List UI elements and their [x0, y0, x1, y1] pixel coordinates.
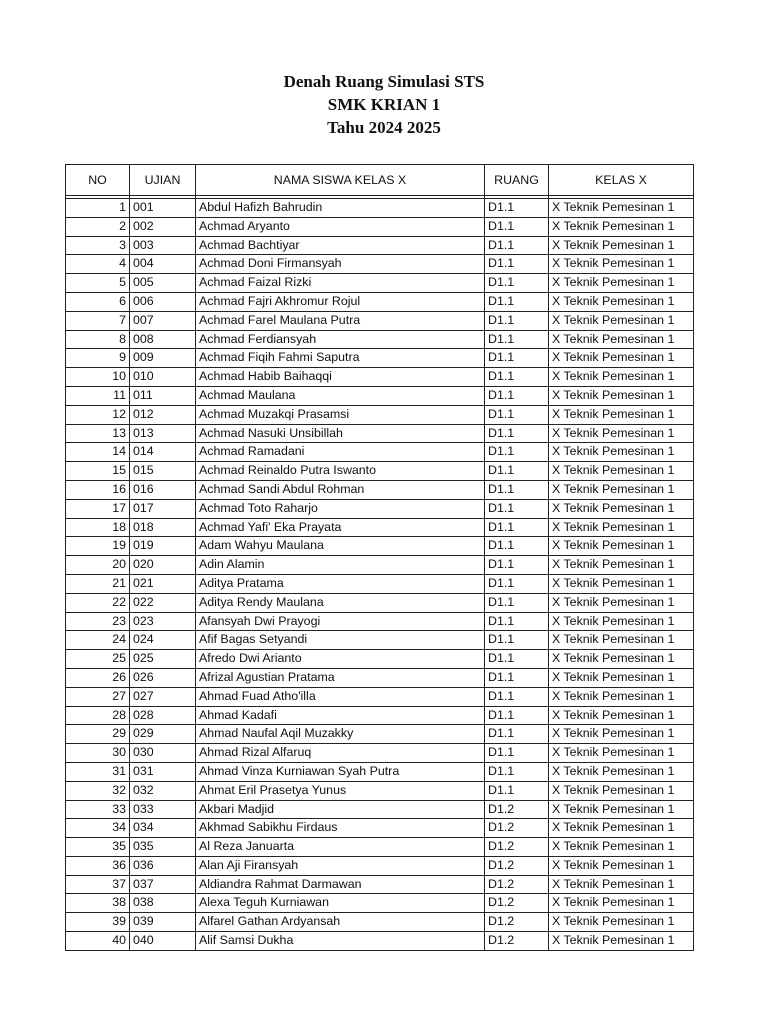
table-row	[66, 443, 694, 462]
student-name: Achmad Ramadani	[196, 443, 485, 462]
student-name: Achmad Faizal Rizki	[196, 274, 485, 293]
room: D1.1	[485, 443, 549, 462]
row-number: 30	[66, 744, 130, 763]
row-number: 25	[66, 650, 130, 669]
table-row	[66, 255, 694, 274]
room: D1.1	[485, 537, 549, 556]
table-row	[66, 462, 694, 481]
row-number: 1	[66, 199, 130, 218]
row-number: 21	[66, 574, 130, 593]
class-name: X Teknik Pemesinan 1	[549, 593, 694, 612]
student-name: Achmad Nasuki Unsibillah	[196, 424, 485, 443]
student-name: Alif Samsi Dukha	[196, 932, 485, 951]
student-name: Alexa Teguh Kurniawan	[196, 894, 485, 913]
class-name: X Teknik Pemesinan 1	[549, 311, 694, 330]
row-number: 22	[66, 593, 130, 612]
column-header-ruang: RUANG	[485, 165, 549, 196]
student-name: Achmad Reinaldo Putra Iswanto	[196, 462, 485, 481]
class-name: X Teknik Pemesinan 1	[549, 499, 694, 518]
class-name: X Teknik Pemesinan 1	[549, 706, 694, 725]
room: D1.2	[485, 894, 549, 913]
row-number: 2	[66, 217, 130, 236]
academic-year: Tahu 2024 2025	[327, 118, 441, 137]
exam-number: 031	[130, 762, 196, 781]
class-name: X Teknik Pemesinan 1	[549, 800, 694, 819]
row-number: 16	[66, 480, 130, 499]
room: D1.2	[485, 913, 549, 932]
class-name: X Teknik Pemesinan 1	[549, 932, 694, 951]
table-row	[66, 819, 694, 838]
column-header-nama: NAMA SISWA KELAS X	[196, 165, 485, 196]
exam-number: 030	[130, 744, 196, 763]
class-name: X Teknik Pemesinan 1	[549, 462, 694, 481]
class-name: X Teknik Pemesinan 1	[549, 894, 694, 913]
class-name: X Teknik Pemesinan 1	[549, 537, 694, 556]
row-number: 8	[66, 330, 130, 349]
table-row	[66, 480, 694, 499]
exam-number: 015	[130, 462, 196, 481]
room: D1.1	[485, 199, 549, 218]
document-title-block	[0, 70, 768, 139]
room: D1.2	[485, 838, 549, 857]
student-name: Achmad Toto Raharjo	[196, 499, 485, 518]
table-row	[66, 499, 694, 518]
class-name: X Teknik Pemesinan 1	[549, 330, 694, 349]
student-name: Ahmat Eril Prasetya Yunus	[196, 781, 485, 800]
room: D1.1	[485, 725, 549, 744]
exam-number: 013	[130, 424, 196, 443]
room: D1.2	[485, 932, 549, 951]
class-name: X Teknik Pemesinan 1	[549, 819, 694, 838]
exam-number: 002	[130, 217, 196, 236]
row-number: 28	[66, 706, 130, 725]
exam-number: 035	[130, 838, 196, 857]
exam-number: 016	[130, 480, 196, 499]
row-number: 39	[66, 913, 130, 932]
row-number: 34	[66, 819, 130, 838]
row-number: 4	[66, 255, 130, 274]
exam-number: 010	[130, 368, 196, 387]
class-name: X Teknik Pemesinan 1	[549, 405, 694, 424]
room: D1.1	[485, 687, 549, 706]
row-number: 23	[66, 612, 130, 631]
class-name: X Teknik Pemesinan 1	[549, 650, 694, 669]
row-number: 7	[66, 311, 130, 330]
exam-number: 011	[130, 386, 196, 405]
room: D1.2	[485, 856, 549, 875]
table-row	[66, 556, 694, 575]
school-name: SMK KRIAN 1	[327, 95, 441, 114]
student-name: Abdul Hafizh Bahrudin	[196, 199, 485, 218]
exam-number: 020	[130, 556, 196, 575]
table-row	[66, 217, 694, 236]
table-row	[66, 574, 694, 593]
exam-number: 001	[130, 199, 196, 218]
student-name: Adam Wahyu Maulana	[196, 537, 485, 556]
room: D1.1	[485, 274, 549, 293]
row-number: 32	[66, 781, 130, 800]
room: D1.1	[485, 574, 549, 593]
student-name: Aditya Pratama	[196, 574, 485, 593]
room: D1.1	[485, 462, 549, 481]
exam-number: 012	[130, 405, 196, 424]
row-number: 29	[66, 725, 130, 744]
row-number: 36	[66, 856, 130, 875]
room: D1.1	[485, 217, 549, 236]
table-row	[66, 913, 694, 932]
row-number: 14	[66, 443, 130, 462]
room: D1.1	[485, 593, 549, 612]
class-name: X Teknik Pemesinan 1	[549, 762, 694, 781]
student-name: Aldiandra Rahmat Darmawan	[196, 875, 485, 894]
student-roster-table	[65, 164, 694, 951]
table-row	[66, 650, 694, 669]
row-number: 20	[66, 556, 130, 575]
row-number: 27	[66, 687, 130, 706]
table-row	[66, 612, 694, 631]
exam-number: 005	[130, 274, 196, 293]
room: D1.1	[485, 480, 549, 499]
exam-number: 006	[130, 292, 196, 311]
table-row	[66, 838, 694, 857]
exam-number: 007	[130, 311, 196, 330]
room: D1.1	[485, 292, 549, 311]
exam-number: 021	[130, 574, 196, 593]
student-name: Ahmad Kadafi	[196, 706, 485, 725]
student-name: Afif Bagas Setyandi	[196, 631, 485, 650]
student-name: Achmad Doni Firmansyah	[196, 255, 485, 274]
class-name: X Teknik Pemesinan 1	[549, 349, 694, 368]
row-number: 40	[66, 932, 130, 951]
student-name: Akbari Madjid	[196, 800, 485, 819]
row-number: 17	[66, 499, 130, 518]
row-number: 5	[66, 274, 130, 293]
column-header-kelas: KELAS X	[549, 165, 694, 196]
class-name: X Teknik Pemesinan 1	[549, 875, 694, 894]
room: D1.2	[485, 800, 549, 819]
row-number: 9	[66, 349, 130, 368]
class-name: X Teknik Pemesinan 1	[549, 838, 694, 857]
room: D1.1	[485, 762, 549, 781]
exam-number: 003	[130, 236, 196, 255]
row-number: 18	[66, 518, 130, 537]
class-name: X Teknik Pemesinan 1	[549, 368, 694, 387]
room: D1.1	[485, 330, 549, 349]
student-name: Achmad Muzakqi Prasamsi	[196, 405, 485, 424]
class-name: X Teknik Pemesinan 1	[549, 556, 694, 575]
exam-number: 038	[130, 894, 196, 913]
class-name: X Teknik Pemesinan 1	[549, 913, 694, 932]
table-row	[66, 631, 694, 650]
exam-number: 026	[130, 668, 196, 687]
table-row	[66, 875, 694, 894]
table-row	[66, 405, 694, 424]
student-name: Al Reza Januarta	[196, 838, 485, 857]
table-row	[66, 725, 694, 744]
table-row	[66, 236, 694, 255]
student-name: Ahmad Naufal Aqil Muzakky	[196, 725, 485, 744]
exam-number: 017	[130, 499, 196, 518]
table-row	[66, 687, 694, 706]
column-header-no: NO	[66, 165, 130, 196]
student-name: Adin Alamin	[196, 556, 485, 575]
class-name: X Teknik Pemesinan 1	[549, 255, 694, 274]
student-name: Ahmad Fuad Atho'illa	[196, 687, 485, 706]
student-name: Ahmad Vinza Kurniawan Syah Putra	[196, 762, 485, 781]
document-title: Denah Ruang Simulasi STS	[283, 72, 485, 91]
room: D1.1	[485, 386, 549, 405]
room: D1.1	[485, 556, 549, 575]
student-name: Achmad Fajri Akhromur Rojul	[196, 292, 485, 311]
exam-number: 034	[130, 819, 196, 838]
row-number: 13	[66, 424, 130, 443]
row-number: 38	[66, 894, 130, 913]
exam-number: 028	[130, 706, 196, 725]
class-name: X Teknik Pemesinan 1	[549, 217, 694, 236]
student-name: Akhmad Sabikhu Firdaus	[196, 819, 485, 838]
student-name: Afrizal Agustian Pratama	[196, 668, 485, 687]
table-row	[66, 856, 694, 875]
exam-number: 025	[130, 650, 196, 669]
exam-number: 008	[130, 330, 196, 349]
table-row	[66, 349, 694, 368]
room: D1.1	[485, 744, 549, 763]
row-number: 10	[66, 368, 130, 387]
room: D1.1	[485, 668, 549, 687]
student-name: Alan Aji Firansyah	[196, 856, 485, 875]
row-number: 3	[66, 236, 130, 255]
class-name: X Teknik Pemesinan 1	[549, 386, 694, 405]
room: D1.2	[485, 875, 549, 894]
table-row	[66, 593, 694, 612]
table-row	[66, 386, 694, 405]
exam-number: 033	[130, 800, 196, 819]
student-name: Achmad Maulana	[196, 386, 485, 405]
row-number: 6	[66, 292, 130, 311]
room: D1.1	[485, 706, 549, 725]
exam-number: 024	[130, 631, 196, 650]
table-row	[66, 932, 694, 951]
room: D1.1	[485, 631, 549, 650]
room: D1.1	[485, 781, 549, 800]
student-name: Achmad Ferdiansyah	[196, 330, 485, 349]
table-row	[66, 274, 694, 293]
table-header	[66, 165, 694, 199]
row-number: 12	[66, 405, 130, 424]
exam-number: 022	[130, 593, 196, 612]
class-name: X Teknik Pemesinan 1	[549, 274, 694, 293]
class-name: X Teknik Pemesinan 1	[549, 856, 694, 875]
table-row	[66, 762, 694, 781]
row-number: 15	[66, 462, 130, 481]
exam-number: 023	[130, 612, 196, 631]
table-row	[66, 311, 694, 330]
row-number: 19	[66, 537, 130, 556]
exam-number: 014	[130, 443, 196, 462]
table-row	[66, 518, 694, 537]
student-name: Achmad Farel Maulana Putra	[196, 311, 485, 330]
class-name: X Teknik Pemesinan 1	[549, 781, 694, 800]
row-number: 11	[66, 386, 130, 405]
room: D1.2	[485, 819, 549, 838]
exam-number: 032	[130, 781, 196, 800]
student-name: Afredo Dwi Arianto	[196, 650, 485, 669]
table-row	[66, 800, 694, 819]
room: D1.1	[485, 236, 549, 255]
class-name: X Teknik Pemesinan 1	[549, 424, 694, 443]
exam-number: 039	[130, 913, 196, 932]
table-row	[66, 199, 694, 218]
room: D1.1	[485, 612, 549, 631]
table-row	[66, 781, 694, 800]
room: D1.1	[485, 349, 549, 368]
table-row	[66, 668, 694, 687]
exam-number: 009	[130, 349, 196, 368]
table-row	[66, 330, 694, 349]
table-body	[66, 199, 694, 951]
exam-number: 037	[130, 875, 196, 894]
room: D1.1	[485, 650, 549, 669]
exam-number: 004	[130, 255, 196, 274]
table-row	[66, 368, 694, 387]
row-number: 37	[66, 875, 130, 894]
row-number: 26	[66, 668, 130, 687]
student-name: Achmad Yafi' Eka Prayata	[196, 518, 485, 537]
table-row	[66, 706, 694, 725]
table-row	[66, 292, 694, 311]
exam-number: 018	[130, 518, 196, 537]
class-name: X Teknik Pemesinan 1	[549, 631, 694, 650]
student-name: Aditya Rendy Maulana	[196, 593, 485, 612]
class-name: X Teknik Pemesinan 1	[549, 668, 694, 687]
room: D1.1	[485, 255, 549, 274]
student-name: Achmad Habib Baihaqqi	[196, 368, 485, 387]
room: D1.1	[485, 499, 549, 518]
row-number: 35	[66, 838, 130, 857]
exam-number: 019	[130, 537, 196, 556]
student-name: Achmad Aryanto	[196, 217, 485, 236]
class-name: X Teknik Pemesinan 1	[549, 744, 694, 763]
row-number: 31	[66, 762, 130, 781]
student-name: Achmad Fiqih Fahmi Saputra	[196, 349, 485, 368]
column-header-ujian: UJIAN	[130, 165, 196, 196]
student-name: Alfarel Gathan Ardyansah	[196, 913, 485, 932]
room: D1.1	[485, 405, 549, 424]
student-name: Achmad Bachtiyar	[196, 236, 485, 255]
table-row	[66, 424, 694, 443]
class-name: X Teknik Pemesinan 1	[549, 687, 694, 706]
row-number: 24	[66, 631, 130, 650]
table-row	[66, 894, 694, 913]
room: D1.1	[485, 311, 549, 330]
exam-number: 036	[130, 856, 196, 875]
student-name: Afansyah Dwi Prayogi	[196, 612, 485, 631]
class-name: X Teknik Pemesinan 1	[549, 612, 694, 631]
room: D1.1	[485, 368, 549, 387]
row-number: 33	[66, 800, 130, 819]
class-name: X Teknik Pemesinan 1	[549, 518, 694, 537]
table-row	[66, 744, 694, 763]
exam-number: 029	[130, 725, 196, 744]
table-row	[66, 537, 694, 556]
class-name: X Teknik Pemesinan 1	[549, 480, 694, 499]
class-name: X Teknik Pemesinan 1	[549, 199, 694, 218]
room: D1.1	[485, 518, 549, 537]
student-name: Achmad Sandi Abdul Rohman	[196, 480, 485, 499]
room: D1.1	[485, 424, 549, 443]
class-name: X Teknik Pemesinan 1	[549, 574, 694, 593]
exam-number: 027	[130, 687, 196, 706]
class-name: X Teknik Pemesinan 1	[549, 443, 694, 462]
class-name: X Teknik Pemesinan 1	[549, 292, 694, 311]
class-name: X Teknik Pemesinan 1	[549, 725, 694, 744]
exam-number: 040	[130, 932, 196, 951]
class-name: X Teknik Pemesinan 1	[549, 236, 694, 255]
student-name: Ahmad Rizal Alfaruq	[196, 744, 485, 763]
